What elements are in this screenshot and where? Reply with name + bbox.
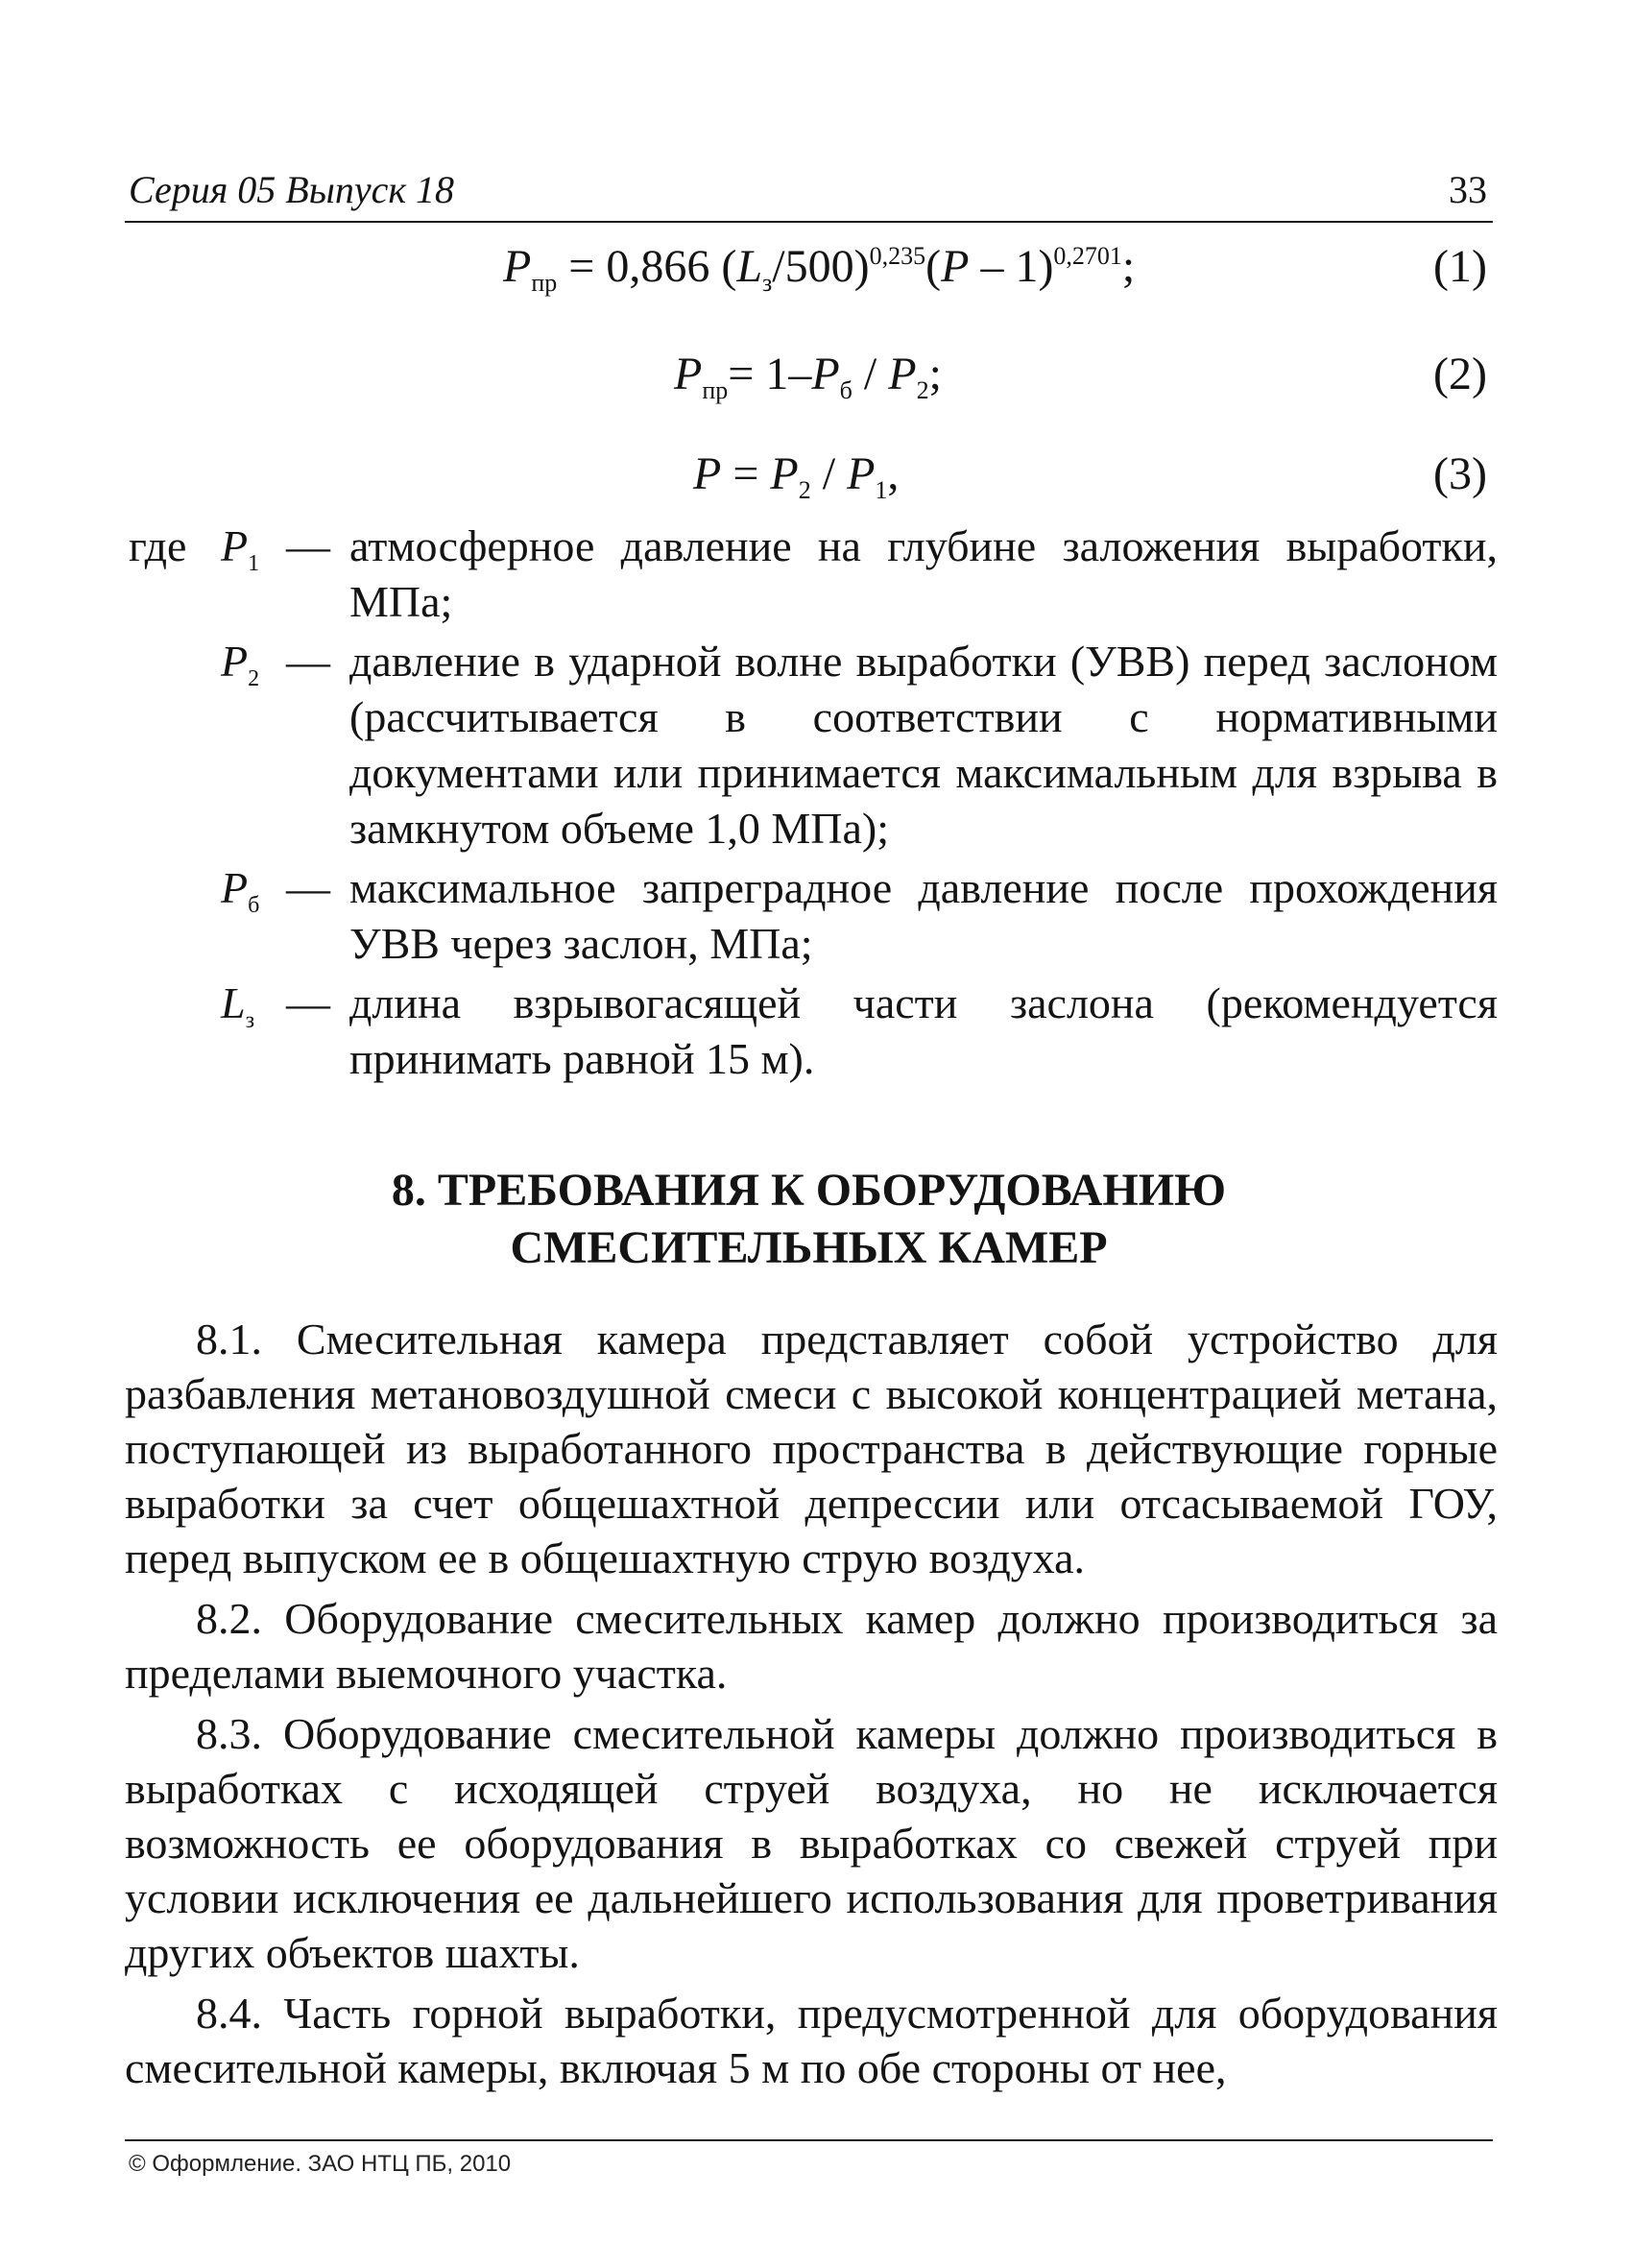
definition-item xyxy=(125,634,1498,857)
formula-2 xyxy=(125,348,1493,415)
formula-1-number: (1) xyxy=(1433,241,1487,292)
formula-3 xyxy=(125,447,1493,515)
series-title: Серия 05 Выпуск 18 xyxy=(129,168,455,211)
definition-text: длина взрывогасящей части заслона (рекомендуется принимать равной 15 м). xyxy=(349,978,1498,1083)
definition-text: максимальное запреградное давление после прохождения УВВ через заслон, МПа; xyxy=(349,863,1498,968)
definition-text: давление в ударной волне выработки (УВВ) перед заслоном (рассчитывается в соответствии с нормативными документами или принимается максимальным для взрыва в замкнутом объеме 1,0 МПа); xyxy=(349,637,1498,853)
definition-dash: — xyxy=(286,637,330,686)
definition-symbol: $P_1$ xyxy=(221,521,260,576)
footer-divider xyxy=(125,2139,1493,2141)
formula-1 xyxy=(125,240,1493,307)
paragraph: 8.2. Оборудование смесительных камер должно производиться за пределами выемочного участка. xyxy=(125,1594,1498,1698)
variable-definitions xyxy=(125,519,1498,1091)
body-text xyxy=(125,1312,1498,2101)
definition-dash: — xyxy=(286,863,330,912)
definition-symbol: $P_б$ xyxy=(221,863,260,918)
formula-2-expression: $P_{пр}= 1-P_б / P_2$; xyxy=(674,349,942,404)
page-number: 33 xyxy=(1449,168,1487,211)
section-heading xyxy=(125,1162,1493,1277)
formula-1-expression: $P_{пр} = 0,866$ $(L_з/500)^{0,235}(P - 1)^{0,2701}$; xyxy=(503,241,1136,297)
copyright-footer: © Оформление. ЗАО НТЦ ПБ, 2010 xyxy=(129,2151,512,2177)
definition-item xyxy=(125,976,1498,1087)
section-heading-line-2: СМЕСИТЕЛЬНЫХ КАМЕР xyxy=(510,1222,1108,1273)
formula-3-expression: $P = P_2 / P_1$, xyxy=(693,448,900,504)
definition-symbol: $L_з$ xyxy=(221,978,255,1033)
section-heading-line-1: 8. ТРЕБОВАНИЯ К ОБОРУДОВАНИЮ xyxy=(391,1165,1227,1216)
paragraph: 8.4. Часть горной выработки, предусмотренной для оборудования смесительной камеры, включая 5 м по обе стороны от нее, xyxy=(125,1989,1498,2092)
paragraph: 8.3. Оборудование смесительной камеры должно производиться в выработках с исходящей струей воздуха, но не исключается возможность ее оборудования в выработках со свежей струей при условии исключения ее дальнейшего использования для проветривания других объектов шахты. xyxy=(125,1709,1498,1977)
paragraph: 8.1. Смесительная камера представляет собой устройство для разбавления метановоздушной смеси с высокой концентрацией метана, поступающей из выработанного пространства в действующие горные выработки за счет общешахтной депрессии или отсасываемой ГОУ, перед выпуском ее в общешахтную струю воздуха. xyxy=(125,1315,1498,1582)
definition-item xyxy=(125,860,1498,972)
definition-text: атмосферное давление на глубине заложения выработки, МПа; xyxy=(349,521,1498,626)
running-header xyxy=(125,163,1493,223)
definition-dash: — xyxy=(286,978,330,1027)
formula-2-number: (2) xyxy=(1433,349,1487,399)
definition-symbol: $P_2$ xyxy=(221,637,260,691)
formula-3-number: (3) xyxy=(1433,448,1487,499)
where-label: где xyxy=(129,521,187,570)
definition-dash: — xyxy=(286,521,330,570)
definition-item xyxy=(125,519,1498,630)
